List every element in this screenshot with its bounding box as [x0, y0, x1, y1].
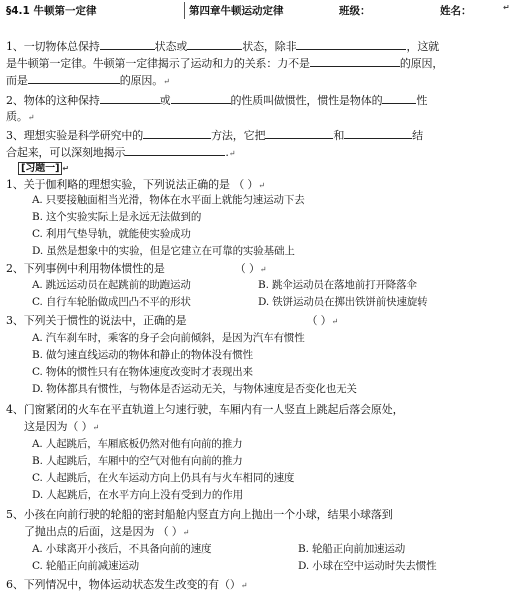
paragraph-mark-icon: ↵ [92, 423, 100, 432]
note-text: 的原因。 [119, 74, 164, 87]
q2-option-d: D. 铁饼运动员在掷出铁饼前快速旋转 [258, 296, 428, 308]
paragraph-mark-icon: ↵ [258, 181, 265, 190]
question-text: 3、下列关于惯性的说法中，正确的是 [6, 314, 187, 327]
name-label: 姓名： [440, 5, 472, 17]
note-text: 2、物体的这种保持 [6, 94, 100, 107]
q4-option-b: B. 人起跳后，车厢中的空气对他有向前的推力 [32, 455, 243, 467]
paragraph-mark-icon: ↵ [228, 149, 236, 158]
q1-option-b: B. 这个实验实际上是永远无法做到的 [32, 211, 202, 223]
question-text: 6、下列情况中，物体运动状态发生改变的有 [6, 578, 219, 591]
note-text: 方法，它把 [211, 129, 266, 142]
q5-stem-line-1: 5、小孩在向前行驶的轮船的密封船舱内竖直方向上抛出一个小球，结果小球落到 [6, 508, 393, 521]
note-1-line-3 [6, 72, 170, 89]
note-text: ，这就 [406, 40, 440, 53]
blank [310, 55, 400, 67]
q4-option-d: D. 人起跳后，在水平方向上没有受到力的作用 [32, 489, 243, 501]
note-text: 性 [416, 94, 428, 107]
blank [28, 72, 120, 84]
paragraph-mark-icon: ↵ [163, 77, 170, 86]
q4-stem-line-2 [24, 419, 99, 435]
paragraph-mark-icon: ↵ [503, 3, 510, 12]
q5-option-a: A. 小球离开小孩后，不具备向前的速度 [32, 543, 212, 555]
q3-option-d: D. 物体都具有惯性，与物体是否运动无关，与物体速度是否变化也无关 [32, 383, 357, 395]
note-text: 3、理想实验是科学研究中的 [6, 129, 144, 142]
q1-stem [6, 177, 265, 193]
note-text: 状态或 [154, 40, 188, 53]
q2-option-c: C. 自行车轮胎做成凹凸不平的形状 [32, 296, 191, 308]
q4-option-a: A. 人起跳后，车厢底板仍然对他有向前的推力 [32, 438, 243, 450]
q3-stem [6, 313, 338, 329]
q4-option-c: C. 人起跳后，在火车运动方向上仍具有与火车相同的速度 [32, 472, 295, 484]
blank [265, 127, 333, 139]
blank [100, 38, 155, 50]
question-text: 这是因为 [24, 420, 68, 433]
q3-option-a: A. 汽车刹车时，乘客的身子会向前倾斜，是因为汽车有惯性 [32, 332, 305, 344]
q6-stem [6, 577, 247, 593]
question-text: 2、下列事例中利用物体惯性的是 [6, 262, 165, 275]
note-text: 和 [333, 129, 345, 142]
q5-option-d: D. 小球在空中运动时失去惯性 [298, 560, 437, 572]
answer-paren: （ ） [157, 525, 183, 538]
q5-stem-line-2 [24, 524, 189, 540]
q1-option-a: A. 只要接触面相当光滑，物体在水平面上就能匀速运动下去 [32, 194, 305, 206]
q4-stem-line-1: 4、门窗紧闭的火车在平直轨道上匀速行驶，车厢内有一人竖直上跳起后落会原处， [6, 403, 404, 416]
blank [344, 127, 412, 139]
note-1-line-2 [6, 55, 443, 71]
worksheet-header [6, 2, 510, 17]
q2-stem [6, 261, 266, 277]
note-text: 的原因， [399, 57, 444, 70]
paragraph-mark-icon: ↵ [259, 265, 267, 274]
paragraph-mark-icon: ↵ [62, 164, 69, 173]
note-text: 1、一切物体总保持 [6, 40, 100, 53]
q5-option-b: B. 轮船正向前加速运动 [298, 543, 406, 555]
blank [100, 92, 160, 104]
class-label: 班级： [339, 5, 371, 17]
note-2-line-2 [6, 109, 34, 125]
answer-paren: （ ） [67, 420, 93, 433]
question-text: 了抛出点的后面，这是因为 [24, 525, 155, 538]
blank [143, 127, 211, 139]
blank [171, 92, 231, 104]
section-title: §4.1 牛顿第一定律 [6, 5, 97, 17]
header-divider [184, 2, 185, 19]
blank [187, 38, 242, 50]
answer-paren: （ ） [233, 178, 259, 191]
note-text: 合起来，可以深刻地揭示 [6, 146, 126, 159]
note-3-line-1 [6, 127, 423, 143]
exercise-label-text: [习题一] [18, 162, 62, 175]
note-text: 质。 [6, 110, 28, 123]
note-text: 状态，除非 [242, 40, 297, 53]
q5-option-c: C. 轮船正向前减速运动 [32, 560, 140, 572]
note-1-line-1 [6, 38, 439, 54]
answer-paren: （ ） [234, 262, 260, 275]
q1-option-d: D. 虽然是想象中的实验，但是它建立在可靠的实验基础上 [32, 245, 295, 257]
note-3-line-2 [6, 144, 235, 161]
chapter-title: 第四章牛顿运动定律 [189, 5, 284, 17]
paragraph-mark-icon: ↵ [27, 113, 35, 122]
note-text: 或 [159, 94, 171, 107]
paragraph-mark-icon: ↵ [331, 317, 339, 326]
q2-option-a: A. 跳远运动员在起跳前的助跑运动 [32, 279, 191, 291]
note-text: 结 [412, 129, 424, 142]
blank [125, 144, 225, 156]
note-text: 是牛顿第一定律。牛顿第一定律揭示了运动和力的关系：力不是 [6, 57, 310, 70]
answer-paren: （） [219, 578, 241, 591]
q2-option-b: B. 跳伞运动员在落地前打开降落伞 [258, 279, 417, 291]
note-text: . [225, 146, 229, 159]
paragraph-mark-icon: ↵ [182, 528, 190, 537]
note-text: 而是 [6, 74, 28, 87]
q3-option-c: C. 物体的惯性只有在物体速度改变时才表现出来 [32, 366, 253, 378]
q1-option-c: C. 利用气垫导轨，就能使实验成功 [32, 228, 191, 240]
note-2-line-1 [6, 92, 427, 108]
paragraph-mark-icon: ↵ [240, 581, 248, 590]
question-text: 1、关于伽利略的理想实验，下列说法正确的是 [6, 178, 230, 191]
q3-option-b: B. 做匀速直线运动的物体和静止的物体没有惯性 [32, 349, 253, 361]
exercise-label [18, 161, 69, 176]
answer-paren: （ ） [306, 314, 332, 327]
blank [382, 92, 416, 104]
blank [296, 38, 406, 50]
note-text: 的性质叫做惯性，惯性是物体的 [230, 94, 383, 107]
